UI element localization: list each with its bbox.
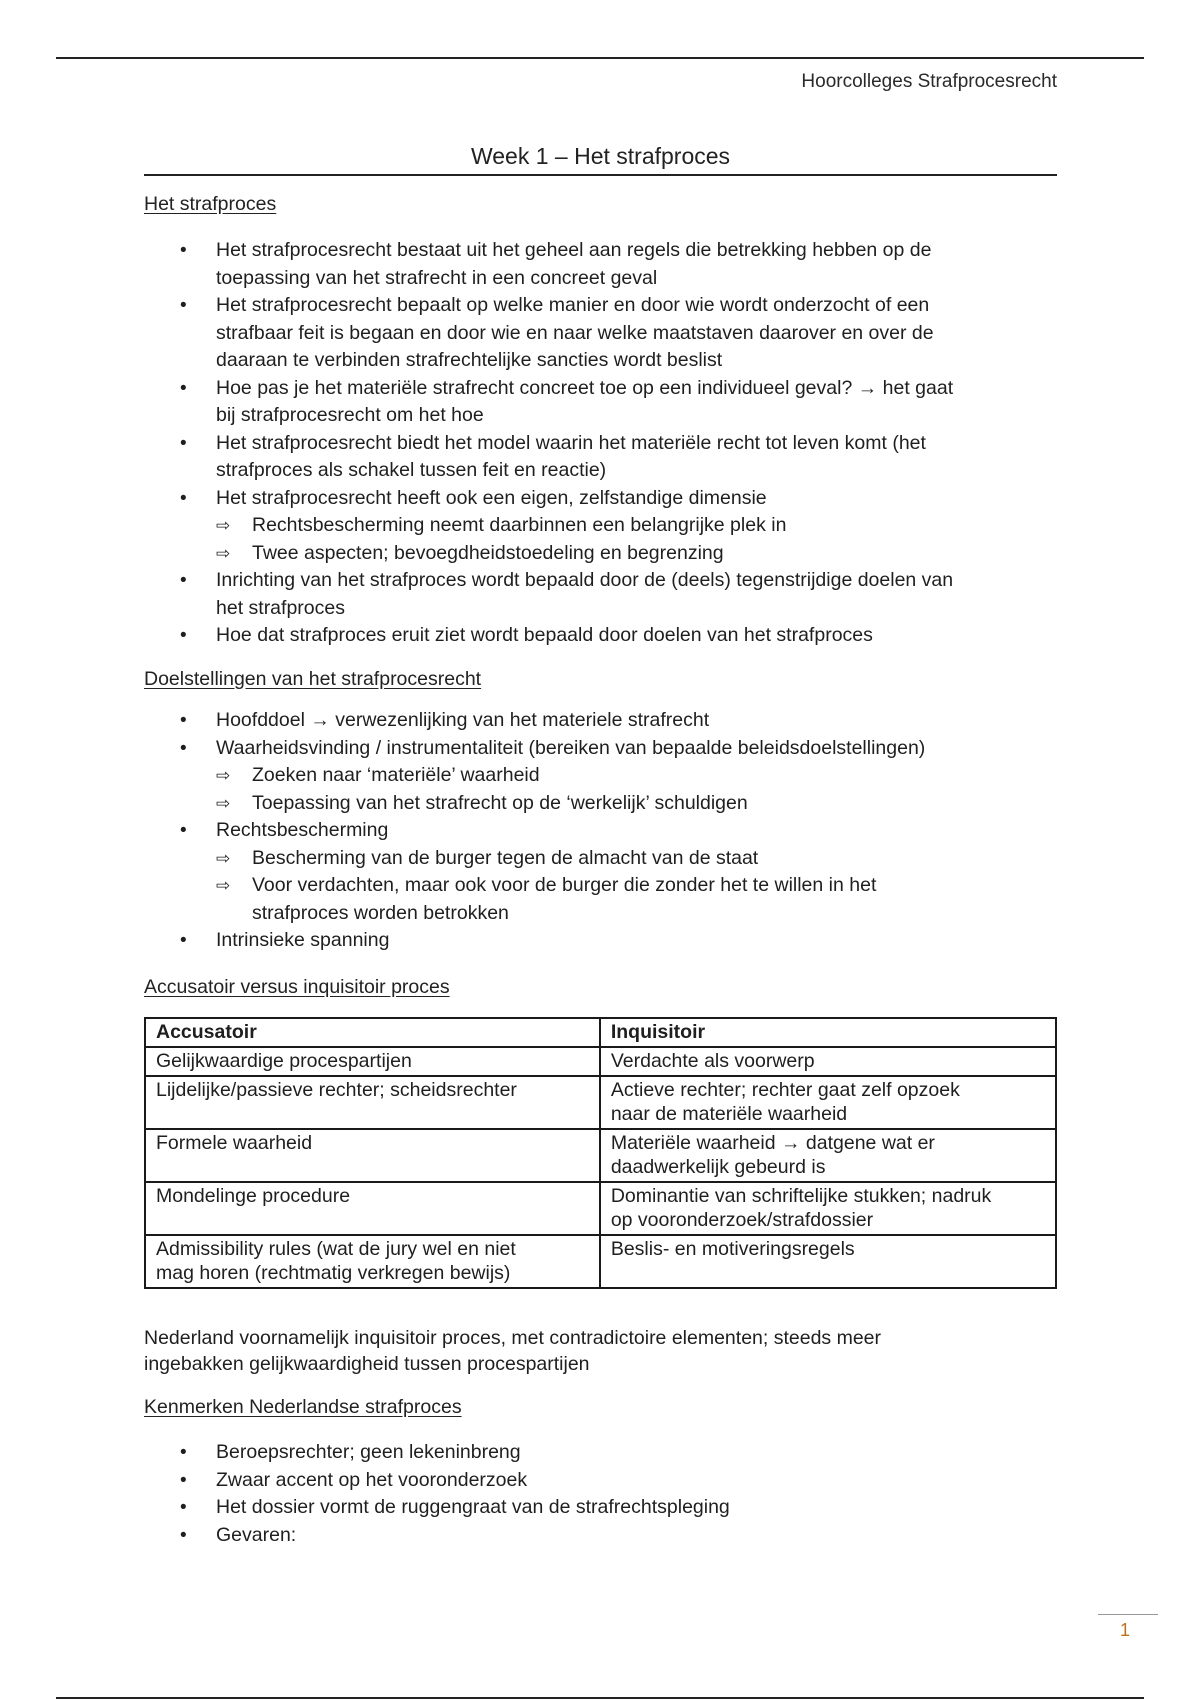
table-row <box>145 1076 1056 1129</box>
sub-list-item <box>144 762 1057 790</box>
list-item-line: Toepassing van het strafrecht op de ‘werkelijk’ schuldigen <box>252 791 748 814</box>
list-item <box>144 430 1057 485</box>
table-cell-line: Gelijkwaardige procespartijen <box>156 1050 412 1072</box>
list-item <box>144 375 1057 430</box>
list-item-line: • Hoofddoel → verwezenlijking van het materiele strafrecht <box>216 709 710 731</box>
sub-list-item <box>144 512 1057 540</box>
sub-list-item <box>144 845 1057 873</box>
table-cell-line: op vooronderzoek/strafdossier <box>610 1209 874 1231</box>
arrow-icon: ⇨ <box>216 516 231 535</box>
header-rule <box>56 57 1144 59</box>
list-item-line: • Intrinsieke spanning <box>216 929 390 951</box>
list-item <box>144 1522 1057 1550</box>
list-item <box>144 1439 1057 1467</box>
list-item <box>144 707 1057 735</box>
list-item-line: strafproces worden betrokken <box>252 901 509 924</box>
list-item <box>144 622 1057 650</box>
list-item <box>144 567 1057 622</box>
list-item <box>144 485 1057 513</box>
table-cell-line: Lijdelijke/passieve rechter; scheidsrechter <box>156 1079 517 1101</box>
table-cell-line: Formele waarheid <box>156 1132 313 1154</box>
list-item <box>144 735 1057 763</box>
list-item <box>144 237 1057 292</box>
sub-list-item <box>144 540 1057 568</box>
list-item-line: • Beroepsrechter; geen lekeninbreng <box>216 1441 521 1463</box>
table-header-row <box>145 1018 1056 1047</box>
table-cell-line: Actieve rechter; rechter gaat zelf opzoek <box>610 1079 960 1101</box>
table-cell-accusatoir <box>145 1129 600 1182</box>
footer-rule <box>56 1697 1144 1699</box>
page-number: 1 <box>1120 1620 1131 1640</box>
section-heading-strafproces: Het strafproces <box>144 193 277 215</box>
list-item-line: • Het strafprocesrecht bestaat uit het geheel aan regels die betrekking hebben op de <box>216 239 932 261</box>
list-item <box>144 292 1057 375</box>
table-cell-accusatoir <box>145 1047 600 1076</box>
table-header-accusatoir: Accusatoir <box>145 1018 600 1047</box>
list-item-line: Voor verdachten, maar ook voor de burger die zonder het te willen in het <box>252 874 877 896</box>
list-item-line: Bescherming van de burger tegen de almacht van de staat <box>252 846 759 869</box>
page-number-rule <box>1098 1614 1158 1615</box>
list-item-line: • Het dossier vormt de ruggengraat van de strafrechtspleging <box>216 1496 730 1518</box>
list-item-line: • Waarheidsvinding / instrumentaliteit (bereiken van bepaalde beleidsdoelstellingen) <box>216 736 926 759</box>
summary-paragraph <box>144 1325 1057 1377</box>
paragraph-line: ingebakken gelijkwaardigheid tussen procespartijen <box>144 1353 590 1375</box>
list-item <box>144 1467 1057 1495</box>
list-item <box>144 817 1057 845</box>
arrow-icon: ⇨ <box>216 876 231 895</box>
list-item-line: strafbaar feit is begaan en door wie en naar welke maatstaven daarover en over de <box>216 321 934 344</box>
table-cell-line: Mondelinge procedure <box>156 1185 351 1207</box>
list-item-line: • Het strafprocesrecht biedt het model waarin het materiële recht tot leven komt (het <box>216 431 926 454</box>
list-item <box>144 1494 1057 1522</box>
comparison-table <box>144 1017 1057 1289</box>
table-cell-line: Verdachte als voorwerp <box>610 1050 815 1072</box>
table-cell-inquisitoir <box>600 1235 1056 1288</box>
table-cell-line: naar de materiële waarheid <box>610 1103 848 1125</box>
bullet-list-kenmerken <box>144 1439 1057 1549</box>
paragraph-line: Nederland voornamelijk inquisitoir proces, met contradictoire elementen; steeds meer <box>144 1327 882 1349</box>
list-item-line: toepassing van het strafrecht in een concreet geval <box>216 266 658 289</box>
table-cell-line: mag horen (rechtmatig verkregen bewijs) <box>156 1262 511 1284</box>
list-item-line: strafproces als schakel tussen feit en reactie) <box>216 459 607 481</box>
table-cell-inquisitoir <box>600 1129 1056 1182</box>
sub-list-item <box>144 872 1057 927</box>
list-item-line: Zoeken naar ‘materiële’ waarheid <box>252 764 540 786</box>
table-cell-inquisitoir <box>600 1182 1056 1235</box>
table-row <box>145 1047 1056 1076</box>
arrow-icon: ⇨ <box>216 848 231 868</box>
list-item-line: daaraan te verbinden strafrechtelijke sancties wordt beslist <box>216 349 723 371</box>
table-cell-accusatoir <box>145 1182 600 1235</box>
list-item-line: • Het strafprocesrecht heeft ook een eigen, zelfstandige dimensie <box>216 486 767 509</box>
list-item-line: • Hoe dat strafproces eruit ziet wordt bepaald door doelen van het strafproces <box>216 624 873 646</box>
table-cell-line: daadwerkelijk gebeurd is <box>610 1156 826 1178</box>
table-body <box>145 1047 1056 1288</box>
section-heading-accusatoir: Accusatoir versus inquisitoir proces <box>144 976 450 998</box>
table-header-inquisitoir: Inquisitoir <box>600 1018 1056 1047</box>
arrow-icon: ⇨ <box>216 793 231 813</box>
table-cell-line: Materiële waarheid → datgene wat er <box>610 1132 935 1154</box>
table-row <box>145 1235 1056 1288</box>
list-item-line: • Rechtsbescherming <box>216 819 389 841</box>
table-cell-line: Beslis- en motiveringsregels <box>610 1238 855 1260</box>
arrow-icon: ⇨ <box>216 543 231 563</box>
running-header: Hoorcolleges Strafprocesrecht <box>801 71 1057 92</box>
page-title: Week 1 – Het strafproces <box>470 143 731 169</box>
list-item-line: Rechtsbescherming neemt daarbinnen een belangrijke plek in <box>252 514 787 536</box>
table-cell-inquisitoir <box>600 1047 1056 1076</box>
table-cell-accusatoir <box>145 1235 600 1288</box>
table-cell-line: Admissibility rules (wat de jury wel en niet <box>156 1238 516 1260</box>
title-rule <box>144 174 1057 176</box>
table-row <box>145 1129 1056 1182</box>
list-item <box>144 927 1057 955</box>
list-item-line: • Gevaren: <box>216 1523 297 1546</box>
bullet-list-doelstellingen <box>144 707 1057 955</box>
list-item-line: • Het strafprocesrecht bepaalt op welke manier en door wie wordt onderzocht of een <box>216 294 930 316</box>
list-item-line: het strafproces <box>216 596 345 619</box>
arrow-icon: ⇨ <box>216 766 231 785</box>
section-heading-kenmerken: Kenmerken Nederlandse strafproces <box>144 1396 462 1418</box>
list-item-line: bij strafprocesrecht om het hoe <box>216 404 484 426</box>
list-item-line: • Zwaar accent op het vooronderzoek <box>216 1468 528 1491</box>
list-item-line: • Inrichting van het strafproces wordt bepaald door de (deels) tegenstrijdige doelen van <box>216 569 954 591</box>
table-cell-accusatoir <box>145 1076 600 1129</box>
table-cell-inquisitoir <box>600 1076 1056 1129</box>
table-row <box>145 1182 1056 1235</box>
table-cell-line: Dominantie van schriftelijke stukken; nadruk <box>610 1185 992 1207</box>
bullet-list-strafproces <box>144 237 1057 650</box>
list-item-line: • Hoe pas je het materiële strafrecht concreet toe op een individueel geval? → het gaat <box>216 376 954 399</box>
section-heading-doelstellingen: Doelstellingen van het strafprocesrecht <box>144 668 482 690</box>
list-item-line: Twee aspecten; bevoegdheidstoedeling en begrenzing <box>252 541 724 564</box>
sub-list-item <box>144 790 1057 818</box>
